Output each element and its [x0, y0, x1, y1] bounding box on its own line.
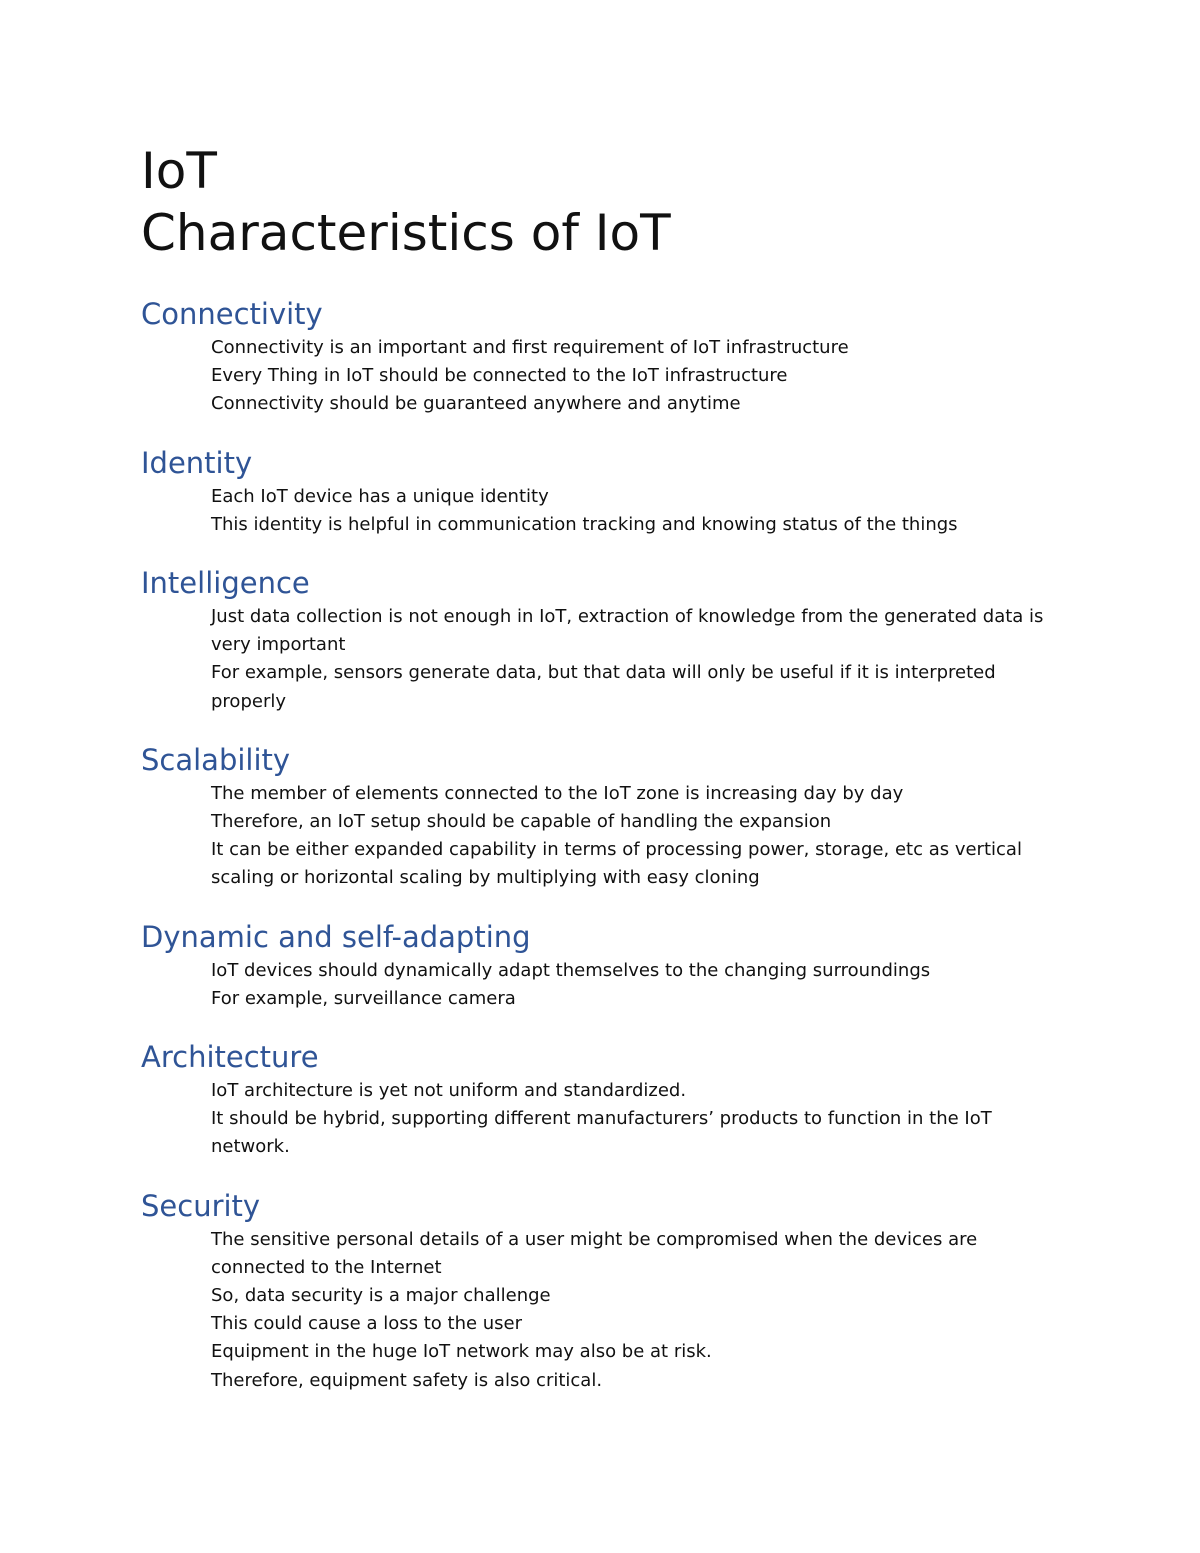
document-title-line-1: IoT: [141, 142, 217, 200]
text-line: Equipment in the huge IoT network may also be at risk.: [211, 1341, 712, 1363]
section-lines: [211, 957, 1101, 1013]
text-line: The member of elements connected to the IoT zone is increasing day by day: [211, 782, 904, 804]
document-page: [141, 140, 1101, 1395]
section-lines: [211, 334, 1101, 419]
section-architecture: [141, 1039, 1101, 1162]
section-lines: [211, 1226, 1101, 1395]
text-line: It should be hybrid, supporting different manufacturers’ products to function in the IoT network.: [211, 1108, 992, 1158]
text-line: It can be either expanded capability in terms of processing power, storage, etc as vertical scaling or horizontal scaling by multiplying with easy cloning: [211, 839, 1022, 889]
section-heading: Identity: [141, 445, 253, 480]
text-line: The sensitive personal details of a user might be compromised when the devices are connected to the Internet: [211, 1228, 978, 1278]
text-line: Therefore, equipment safety is also critical.: [211, 1369, 603, 1391]
section-heading: Connectivity: [141, 297, 323, 331]
text-line: This identity is helpful in communication tracking and knowing status of the things: [211, 513, 958, 535]
text-line: This could cause a loss to the user: [211, 1313, 523, 1335]
section-scalability: [141, 742, 1101, 893]
text-line: Connectivity should be guaranteed anywhere and anytime: [211, 393, 741, 415]
section-intelligence: [141, 565, 1101, 716]
section-lines: [211, 483, 1101, 539]
section-lines: [211, 780, 1101, 893]
text-line: Every Thing in IoT should be connected to the IoT infrastructure: [211, 365, 788, 387]
section-heading: Dynamic and self-adapting: [141, 919, 531, 954]
section-dynamic-and-self-adapting: [141, 919, 1101, 1013]
section-heading: Intelligence: [141, 566, 310, 601]
section-heading: Architecture: [141, 1040, 319, 1075]
section-heading: Security: [141, 1188, 261, 1223]
section-identity: [141, 445, 1101, 539]
text-line: IoT architecture is yet not uniform and standardized.: [211, 1080, 687, 1102]
section-lines: [211, 603, 1101, 716]
section-lines: [211, 1077, 1101, 1162]
text-line: Therefore, an IoT setup should be capable of handling the expansion: [211, 811, 832, 833]
section-heading: Scalability: [141, 742, 291, 777]
text-line: For example, sensors generate data, but that data will only be useful if it is interpreted properly: [211, 662, 996, 712]
section-security: [141, 1188, 1101, 1395]
text-line: Connectivity is an important and first requirement of IoT infrastructure: [211, 337, 849, 358]
section-connectivity: [141, 296, 1101, 419]
text-line: IoT devices should dynamically adapt themselves to the changing surroundings: [211, 959, 931, 981]
text-line: Just data collection is not enough in IoT, extraction of knowledge from the generated data is very important: [211, 606, 1044, 656]
text-line: So, data security is a major challenge: [211, 1285, 551, 1307]
text-line: Each IoT device has a unique identity: [211, 485, 549, 507]
document-title-line-2: Characteristics of IoT: [141, 204, 671, 262]
text-line: For example, surveillance camera: [211, 987, 516, 1009]
